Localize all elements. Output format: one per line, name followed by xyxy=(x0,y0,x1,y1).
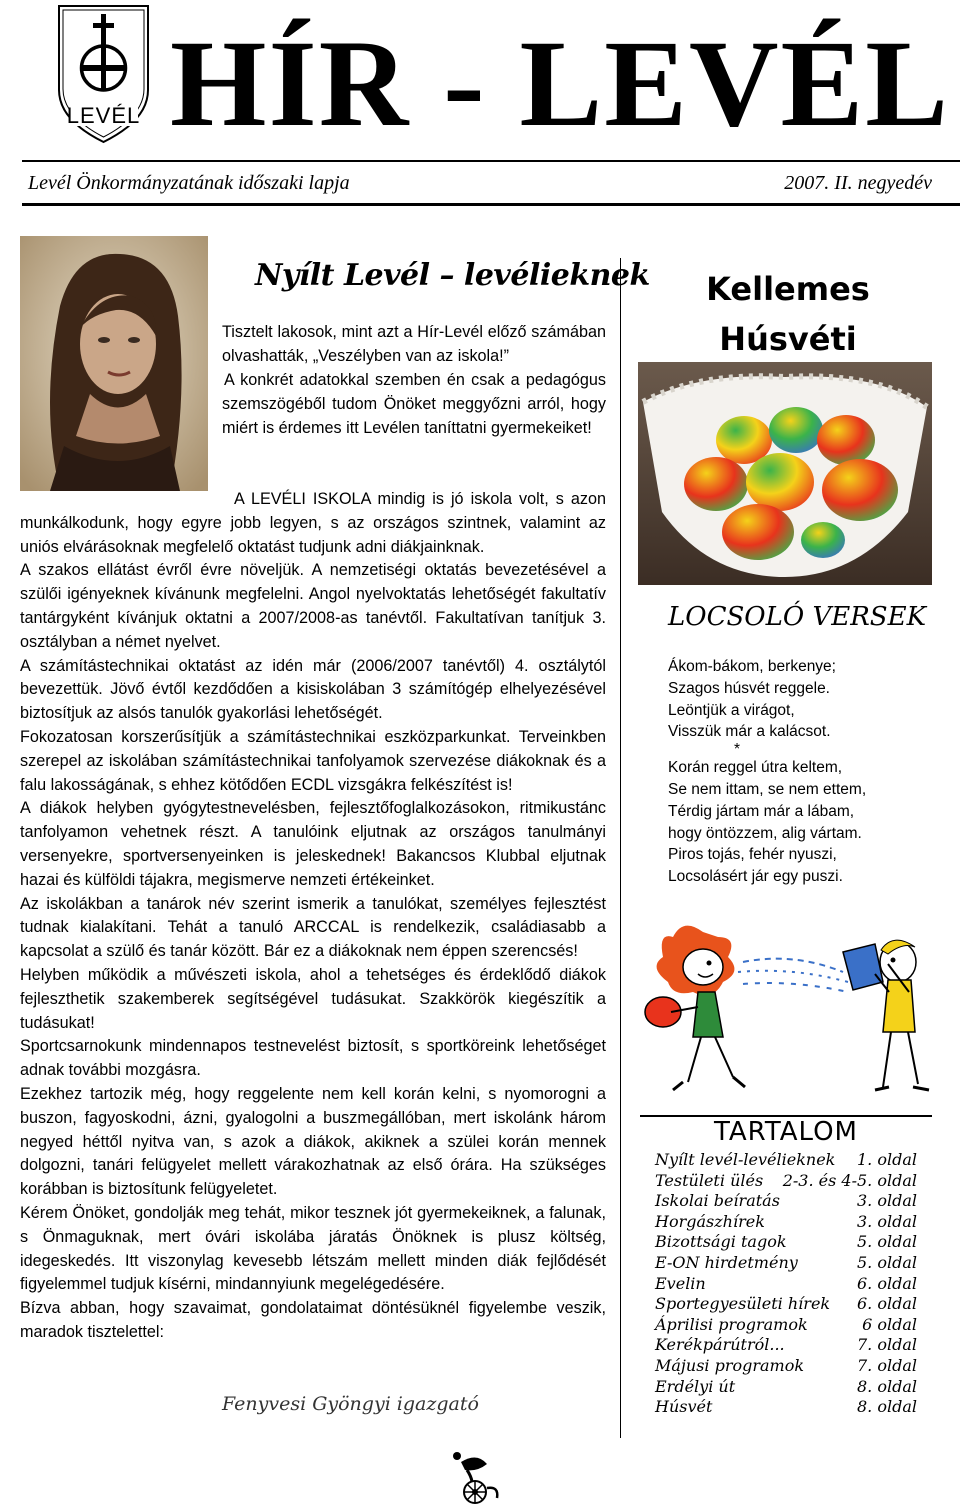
article-intro xyxy=(222,320,606,440)
toc-item-page: 8. oldal xyxy=(857,1376,917,1396)
body-paragraph: A diákok helyben gyógytestnevelésben, fejlesztőfoglalkozásokon, ritmikustánc tanfolyamon vehetnek részt. A tanulóink eljutnak az országos tanulmányi versenyekre, sportversenyeinken is jeleskednek! Bakancsos Klubbal eljutnak hazai és külföldi tájakra, megismerve nemzeti értékeinket. xyxy=(20,799,606,889)
intro-paragraph: A konkrét adatokkal szemben én csak a pedagógus szemszögéből tudom Önöket meggyőzni arról, hogy miért is érdemes itt Levélen taníttatni gyermekeiket! xyxy=(222,371,606,437)
header-rule-bottom xyxy=(22,203,960,206)
poem-line: Térdig jártam már a lábam, xyxy=(668,802,855,820)
toc-item-title: Áprilisi programok xyxy=(655,1314,808,1334)
toc-item xyxy=(655,1315,917,1336)
toc-item-title: Nyílt levél-levélieknek xyxy=(655,1150,836,1169)
masthead-title: HÍR - LEVÉL xyxy=(170,15,950,152)
poem-line: Ákom-bákom, berkenye; xyxy=(668,658,836,675)
toc-item-title: Evelin xyxy=(655,1273,706,1293)
easter-eggs-photo xyxy=(638,362,932,585)
toc-item-page: 6. oldal xyxy=(857,1294,917,1314)
toc-item xyxy=(655,1335,917,1356)
toc-item xyxy=(655,1274,917,1295)
toc-item-title: Iskolai beíratás xyxy=(655,1191,780,1211)
easter-sprinkling-cartoon xyxy=(643,912,933,1107)
toc-item-title: Erdélyi út xyxy=(655,1376,736,1396)
toc-item xyxy=(655,1212,917,1233)
poem-line: Piros tojás, fehér nyuszi, xyxy=(668,846,837,864)
toc-item-title: Horgászhírek xyxy=(655,1211,765,1231)
bird-ornament-icon xyxy=(447,1448,505,1508)
body-paragraph: Fokozatosan korszerűsítjük a számítástechnikai eszközparkunkat. Terveinkben szerepel az iskolában számítástechnikai tanfolyamok szervezése diákoknak és a falu lakosságának, s ehhez kötődően ECDL vizsgákra felkészítést is! xyxy=(20,727,606,794)
toc-item-page: 5. oldal xyxy=(857,1232,917,1252)
toc-item-title: Kerékpárútról... xyxy=(655,1335,785,1355)
sprinkling-poems xyxy=(668,656,928,888)
toc-item-page: 7. oldal xyxy=(857,1355,917,1375)
poem-line: Visszük már a kalácsot. xyxy=(668,723,831,741)
article-body xyxy=(20,488,606,1345)
toc-item-page: 8. oldal xyxy=(857,1397,917,1417)
body-paragraph: Helyben működik a művészeti iskola, ahol a tehetséges és érdeklődő diákok fejleszthetik szakemberek segítségével tudásukat. Szakkörök kiegészítik a tudásukat! xyxy=(20,965,606,1032)
intro-paragraph: Tisztelt lakosok, mint azt a Hír-Levél előző számában olvashatták, „Veszélyben van az iskola!” xyxy=(222,323,606,365)
toc-item-title: Testületi ülés xyxy=(655,1170,764,1190)
body-paragraph: Kérem Önöket, gondolják meg tehát, mikor tesznek jót gyermekeiknek, a falunak, s Önmaguknak, mert óvári iskolába járatás Önöknek is plusz költség, idegeskedés. Itt viszonylag kevesebb létszám mellett minden diák fejlődését figyelemmel tudjuk kísérni, mindannyiunk megelégedésére. xyxy=(20,1203,606,1294)
toc-item xyxy=(655,1171,917,1192)
greeting-line: Kellemes Húsvéti xyxy=(706,270,870,358)
toc-item-page: 5. oldal xyxy=(857,1252,917,1272)
toc-item-page: 1. oldal xyxy=(857,1150,917,1169)
toc-item-title: Sportegyesületi hírek xyxy=(655,1294,831,1314)
body-paragraph: A LEVÉLI ISKOLA mindig is jó iskola volt, s azon munkálkodunk, hogy egyre jobb legyen, s az országos szintnek, valamint az uniós elvárásoknak megfelelő oktatást tudjunk adni diákjainknak. xyxy=(20,490,606,556)
toc-item-title: Húsvét xyxy=(655,1397,713,1417)
toc-item-page: 2-3. és 4-5. oldal xyxy=(782,1170,917,1190)
toc-title: TARTALOM xyxy=(714,1117,858,1147)
toc-item xyxy=(655,1191,917,1212)
toc-item xyxy=(655,1253,917,1274)
poem-line: hogy öntözzem, alig vártam. xyxy=(668,824,862,842)
header-rule-top xyxy=(22,160,960,162)
body-paragraph: A számítástechnikai oktatást az idén már (2006/2007 tanévtől) 4. osztálytól bevezettük. Jövő évtől kezdődően a kisiskolában 3 számítógép elhelyezésével biztosítjuk az alsós tanulók gyakorlási lehetőségét. xyxy=(20,656,606,723)
poem-separator: * xyxy=(734,741,741,759)
body-paragraph: Az iskolákban a tanárok név szerint ismerik a tanulókat, személyes fejlesztést tudnak kialakítani. Tehát a tanuló ARCCAL is rendelkezik, családiasabb a kapcsolat a szülő és tanár között. Bár ez a diákoknak nem éppen szerencsés! xyxy=(20,894,606,961)
poem-line: Korán reggel útra keltem, xyxy=(668,759,843,777)
body-paragraph: Ezekhez tartozik még, hogy reggelente nem kell korán kelni, s nyomorogni a buszon, fagyoskodni, ázni, gyalogolni a buszmegállóban, mert iskolánk három negyed héttől nyitva van, s azok a diákok, akiknek a szülei korán mennek dolgozni, tanári felügyelet mellett várakozhatnak az első órára. Ha szükséges korábban is biztosítunk felügyeletet. xyxy=(20,1084,606,1199)
toc-item-title: Bizottsági tagok xyxy=(655,1232,787,1252)
toc-item xyxy=(655,1377,917,1398)
body-paragraph: Sportcsarnokunk mindennapos testnevelést biztosít, s sportköreink lehetőséget adnak további mozgásra. xyxy=(20,1037,606,1080)
column-divider xyxy=(620,258,621,1438)
toc-item-title: Májusi programok xyxy=(655,1355,805,1375)
publication-subtitle: Levél Önkormányzatának időszaki lapja xyxy=(28,172,350,194)
issue-date: 2007. II. negyedév xyxy=(784,172,932,194)
toc-item-page: 3. oldal xyxy=(857,1191,917,1211)
toc-item-page: 6. oldal xyxy=(857,1273,917,1293)
poem-section-title: LOCSOLÓ VERSEK xyxy=(668,602,926,632)
author-portrait-photo xyxy=(20,236,208,491)
toc-item xyxy=(655,1294,917,1315)
toc-item-page: 7. oldal xyxy=(857,1335,917,1355)
toc-item xyxy=(655,1397,917,1418)
body-paragraph: Bízva abban, hogy szavaimat, gondolataimat döntésüknél figyelembe veszik, maradok tisztelettel: xyxy=(20,1299,606,1341)
toc-item-title: E-ON hirdetmény xyxy=(655,1252,798,1272)
toc-item xyxy=(655,1356,917,1377)
author-signature: Fenyvesi Gyöngyi igazgató xyxy=(222,1393,479,1415)
poem-line: Szagos húsvét reggele. xyxy=(668,679,830,697)
toc-item-page: 3. oldal xyxy=(857,1211,917,1231)
poem-line: Locsolásért jár egy puszi. xyxy=(668,868,843,886)
village-crest-logo xyxy=(55,2,152,147)
toc-item-page: 6 oldal xyxy=(862,1314,917,1334)
body-paragraph: A szakos ellátást évről évre növeljük. A nemzetiségi oktatás bevezetésével a szülői igényeknek kívánunk megfelelni. Angol nyelvoktatás lehetőségét fakultatív tantárgyként kívánjuk oktatni a 2007/2008-as tanévtől. Fakultatívan tanítjuk 3. osztályban a német nyelvet. xyxy=(20,561,606,651)
poem-line: Se nem ittam, se nem ettem, xyxy=(668,780,867,798)
poem-line: Leöntjük a virágot, xyxy=(668,701,795,719)
table-of-contents xyxy=(655,1150,917,1418)
toc-item xyxy=(655,1150,917,1171)
toc-item xyxy=(655,1232,917,1253)
article-title: Nyílt Levél – levélieknek xyxy=(255,258,650,293)
crest-label: LEVÉL xyxy=(66,103,141,128)
